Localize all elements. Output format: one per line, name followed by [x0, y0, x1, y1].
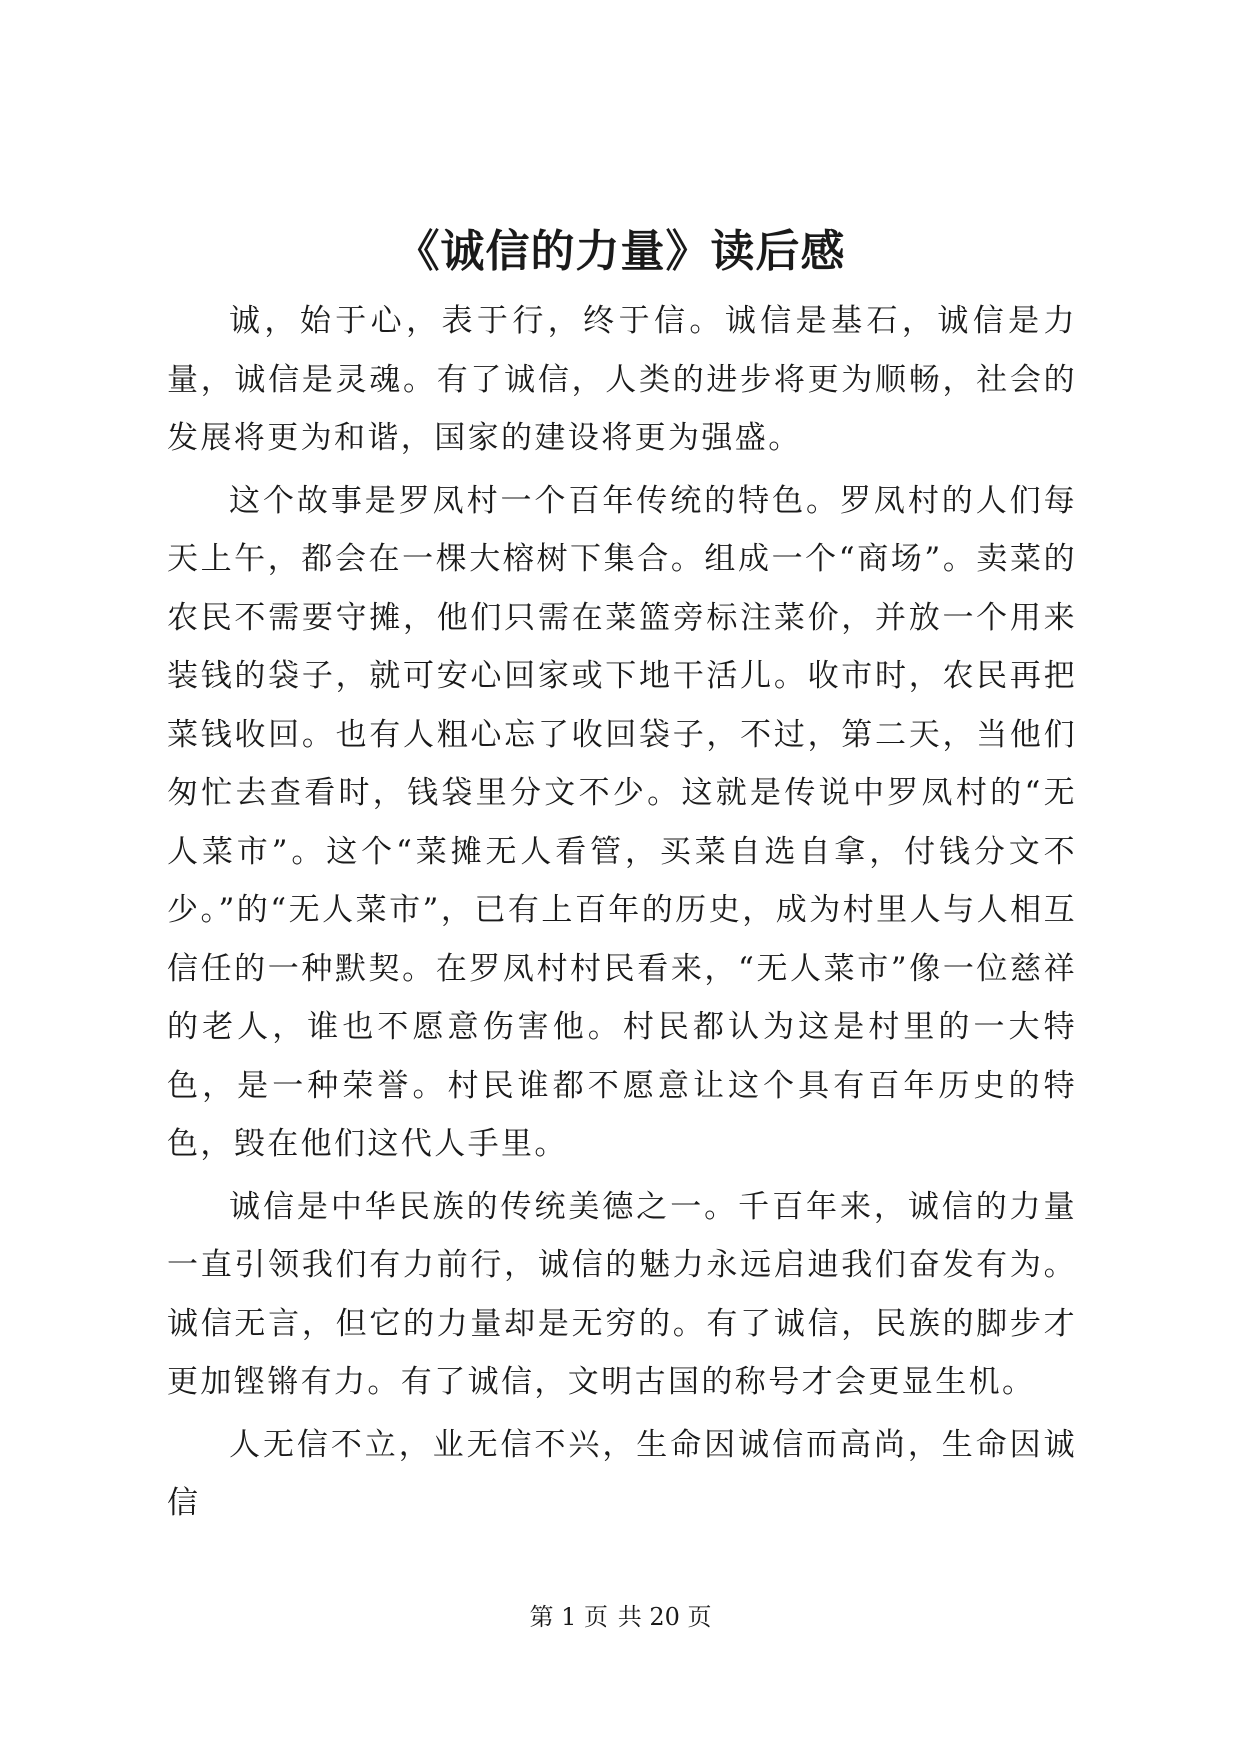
document-body: [167, 292, 1077, 1537]
document-title: 《诚信的力量》读后感: [395, 226, 846, 277]
page-footer: [0, 1600, 1241, 1634]
paragraph-virtue: 诚信是中华民族的传统美德之一。千百年来，诚信的力量一直引领我们有力前行，诚信的魅力永远启迪我们奋发有为。诚信无言，但它的力量却是无穷的。有了诚信，民族的脚步才更加铿锵有力。有了诚信，文明古国的称号才会更显生机。: [167, 1188, 1077, 1400]
paragraph-closing: 人无信不立，业无信不兴，生命因诚信而高尚，生命因诚信: [167, 1426, 1077, 1521]
paragraph-story: 这个故事是罗凤村一个百年传统的特色。罗凤村的人们每天上午，都会在一棵大榕树下集合。组成一个“商场”。卖菜的农民不需要守摊，他们只需在菜篮旁标注菜价，并放一个用来装钱的袋子，就可安心回家或下地干活儿。收市时，农民再把菜钱收回。也有人粗心忘了收回袋子，不过，第二天，当他们匆忙去查看时，钱袋里分文不少。这就是传说中罗凤村的“无人菜市”。这个“菜摊无人看管，买菜自选自拿，付钱分文不少。”的“无人菜市”，已有上百年的历史，成为村里人与人相互信任的一种默契。在罗凤村村民看来，“无人菜市”像一位慈祥的老人，谁也不愿意伤害他。村民都认为这是村里的一大特色，是一种荣誉。村民谁都不愿意让这个具有百年历史的特色，毁在他们这代人手里。: [167, 482, 1077, 1162]
page-total: 共 20 页: [617, 1603, 712, 1631]
page-number: 第 1 页: [529, 1603, 609, 1631]
paragraph-intro: 诚，始于心，表于行，终于信。诚信是基石，诚信是力量，诚信是灵魂。有了诚信，人类的进步将更为顺畅，社会的发展将更为和谐，国家的建设将更为强盛。: [167, 303, 1077, 456]
